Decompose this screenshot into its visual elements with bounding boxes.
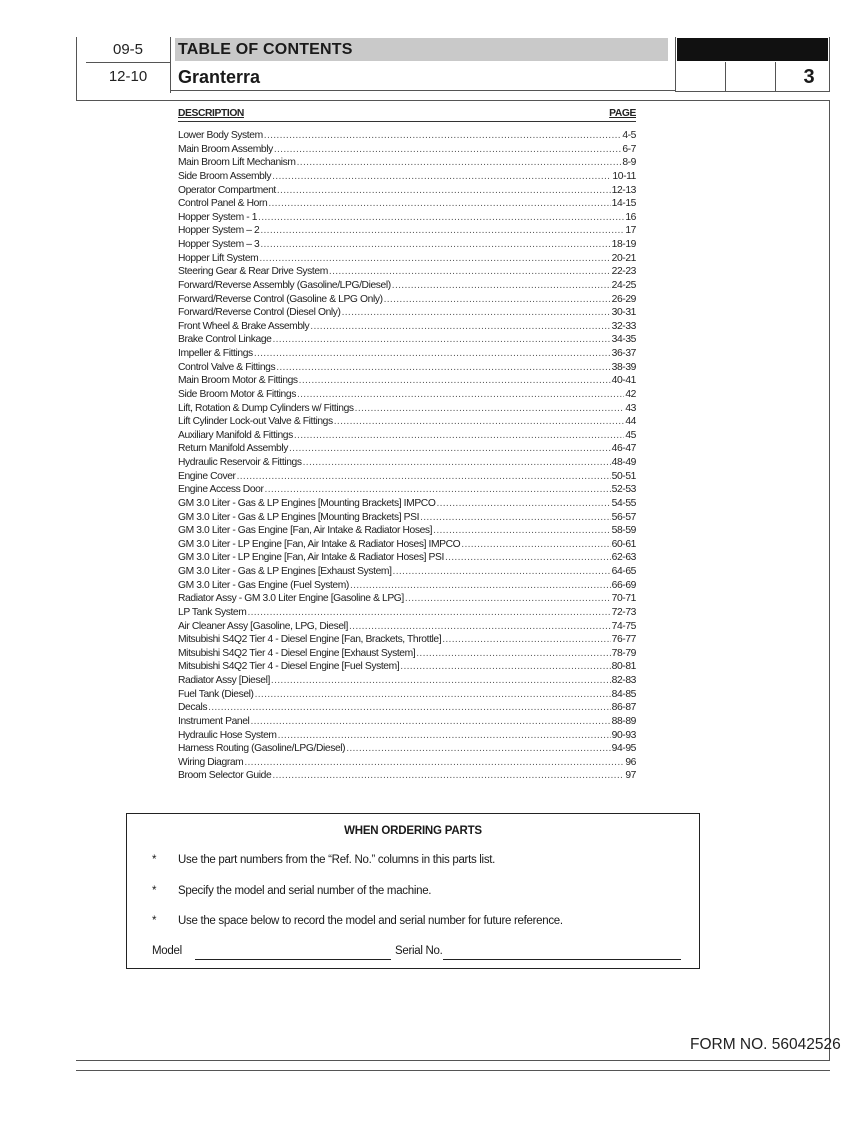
- ordering-instruction: [152, 915, 563, 927]
- toc-entry-page: 8-9: [622, 157, 636, 169]
- toc-entry-description: Broom Selector Guide: [178, 770, 272, 782]
- toc-entry[interactable]: [178, 156, 636, 170]
- revision-date-top: 09-5: [112, 41, 144, 58]
- table-of-contents: [178, 108, 636, 783]
- toc-entry-page: 80-81: [611, 661, 636, 673]
- ordering-instruction: [152, 854, 495, 866]
- toc-entry[interactable]: [178, 647, 636, 661]
- toc-entry-page: 94-95: [611, 743, 636, 755]
- toc-entry[interactable]: [178, 470, 636, 484]
- model-name: Granterra: [178, 67, 261, 87]
- toc-entry[interactable]: [178, 511, 636, 525]
- toc-entry-description: GM 3.0 Liter - Gas & LP Engines [Mounting Brackets] PSI: [178, 511, 420, 523]
- toc-entry[interactable]: [178, 197, 636, 211]
- toc-leader-dots: [393, 565, 611, 579]
- toc-entry-page: 64-65: [611, 566, 636, 577]
- toc-entry-description: Return Manifold Assembly: [178, 443, 289, 455]
- toc-entry-description: Main Broom Motor & Fittings: [178, 375, 298, 387]
- page-right-border: [829, 100, 830, 1061]
- header-rule-left-bottom: [76, 100, 830, 101]
- bullet-star: *: [152, 854, 157, 866]
- toc-entry-description: Engine Access Door: [178, 484, 264, 496]
- toc-entry[interactable]: [178, 374, 636, 388]
- toc-leader-dots: [433, 524, 611, 538]
- toc-leader-dots: [258, 211, 624, 225]
- toc-leader-dots: [349, 620, 611, 634]
- toc-entry-page: 48-49: [611, 457, 636, 468]
- toc-entry-page: 50-51: [611, 470, 636, 482]
- toc-entry-page: 96: [625, 756, 636, 768]
- model-label: Model: [152, 945, 182, 957]
- toc-leader-dots: [350, 579, 611, 593]
- toc-entry-page: 76-77: [611, 634, 636, 646]
- toc-entry[interactable]: [178, 415, 636, 429]
- toc-entry-page: 72-73: [611, 606, 636, 618]
- bullet-star: *: [152, 915, 157, 927]
- page-title: TABLE OF CONTENTS: [178, 41, 353, 58]
- serial-label: Serial No.: [395, 945, 443, 957]
- toc-entry[interactable]: [178, 129, 636, 143]
- toc-entry-page: 6-7: [622, 143, 636, 155]
- toc-entry[interactable]: [178, 674, 636, 688]
- toc-entry-page: 66-69: [611, 579, 636, 591]
- toc-entry-description: Impeller & Fittings: [178, 348, 253, 359]
- toc-leader-dots: [329, 265, 611, 279]
- toc-entry-page: 26-29: [611, 293, 636, 305]
- toc-leader-dots: [289, 442, 611, 456]
- toc-entry-description: Decals: [178, 702, 208, 714]
- ordering-instruction-text: Use the space below to record the model and serial number for future reference.: [178, 915, 563, 927]
- toc-entry-description: Forward/Reverse Control (Diesel Only): [178, 307, 341, 319]
- toc-leader-dots: [405, 592, 611, 606]
- toc-entry[interactable]: [178, 306, 636, 320]
- toc-entry[interactable]: [178, 538, 636, 552]
- header-row-rule: [170, 90, 675, 91]
- toc-leader-dots: [247, 606, 610, 620]
- toc-entry[interactable]: [178, 211, 636, 225]
- toc-entry[interactable]: [178, 688, 636, 702]
- toc-entry-page: 54-55: [611, 497, 636, 509]
- toc-entry[interactable]: [178, 170, 636, 184]
- toc-leader-dots: [400, 660, 610, 674]
- toc-entry[interactable]: [178, 483, 636, 497]
- toc-leader-dots: [416, 647, 610, 661]
- toc-leader-dots: [278, 729, 611, 743]
- toc-description-header: DESCRIPTION: [178, 108, 244, 119]
- header-box-bottom: [675, 91, 830, 92]
- ordering-instruction-text: Specify the model and serial number of the machine.: [178, 885, 432, 897]
- toc-entry[interactable]: [178, 497, 636, 511]
- toc-leader-dots: [276, 361, 610, 375]
- toc-entry-page: 46-47: [611, 443, 636, 455]
- toc-leader-dots: [272, 769, 624, 783]
- toc-entry-description: Harness Routing (Gasoline/LPG/Diesel): [178, 743, 346, 755]
- toc-entry[interactable]: [178, 388, 636, 402]
- toc-entry[interactable]: [178, 606, 636, 620]
- toc-entry-description: Radiator Assy - GM 3.0 Liter Engine [Gasoline & LPG]: [178, 593, 404, 605]
- toc-entry-page: 12-13: [611, 184, 636, 196]
- toc-entry-page: 74-75: [611, 620, 636, 632]
- toc-entry-description: Auxiliary Manifold & Fittings: [178, 429, 293, 441]
- toc-entry[interactable]: [178, 729, 636, 743]
- toc-entry-description: Control Panel & Horn: [178, 198, 268, 210]
- toc-leader-dots: [297, 388, 624, 402]
- toc-entry-page: 10-11: [612, 170, 636, 182]
- toc-entry-description: Hydraulic Reservoir & Fittings: [178, 457, 302, 468]
- toc-leader-dots: [254, 347, 611, 361]
- toc-entry-description: Mitsubishi S4Q2 Tier 4 - Diesel Engine [Fan, Brackets, Throttle]: [178, 634, 442, 646]
- toc-entry[interactable]: [178, 224, 636, 238]
- bullet-star: *: [152, 885, 157, 897]
- toc-entry-page: 90-93: [611, 729, 636, 741]
- header-box-div1: [725, 62, 726, 92]
- toc-entry[interactable]: [178, 633, 636, 647]
- toc-entry-page: 45: [625, 429, 636, 441]
- toc-leader-dots: [461, 538, 610, 552]
- header-box-left: [675, 37, 676, 92]
- toc-entry[interactable]: [178, 660, 636, 674]
- toc-leader-dots: [297, 156, 622, 170]
- toc-entry[interactable]: [178, 551, 636, 565]
- toc-leader-dots: [392, 279, 611, 293]
- toc-leader-dots: [355, 402, 625, 416]
- toc-entry-description: GM 3.0 Liter - Gas & LP Engines [Exhaust System]: [178, 566, 392, 577]
- model-entry-line[interactable]: [195, 959, 391, 960]
- toc-entry-description: Main Broom Lift Mechanism: [178, 157, 296, 169]
- toc-entry-page: 40-41: [611, 375, 636, 387]
- toc-leader-dots: [264, 129, 622, 143]
- toc-entry-page: 44: [625, 416, 636, 428]
- toc-list: [178, 129, 636, 783]
- toc-leader-dots: [259, 252, 610, 266]
- toc-entry-description: Hopper System – 3: [178, 239, 260, 250]
- toc-entry-page: 84-85: [611, 688, 636, 700]
- toc-entry[interactable]: [178, 184, 636, 198]
- toc-leader-dots: [272, 333, 610, 347]
- toc-entry-page: 62-63: [611, 552, 636, 564]
- toc-entry[interactable]: [178, 769, 636, 783]
- toc-entry-page: 78-79: [611, 647, 636, 659]
- toc-entry-page: 82-83: [611, 675, 636, 686]
- toc-entry[interactable]: [178, 279, 636, 293]
- toc-entry-page: 22-23: [611, 266, 636, 278]
- toc-entry-description: Side Broom Assembly: [178, 170, 272, 182]
- toc-entry[interactable]: [178, 592, 636, 606]
- toc-entry[interactable]: [178, 333, 636, 347]
- toc-entry-page: 4-5: [622, 130, 636, 141]
- toc-leader-dots: [237, 470, 611, 484]
- header-col-divider: [170, 37, 171, 93]
- toc-entry-page: 24-25: [611, 279, 636, 291]
- toc-leader-dots: [268, 197, 610, 211]
- ordering-instruction: [152, 885, 431, 897]
- toc-entry-page: 36-37: [611, 348, 636, 359]
- toc-entry-page: 97: [625, 770, 636, 782]
- toc-entry-page: 60-61: [611, 538, 636, 550]
- toc-entry-description: GM 3.0 Liter - LP Engine [Fan, Air Intake & Radiator Hoses] PSI: [178, 552, 444, 564]
- toc-entry-description: Forward/Reverse Assembly (Gasoline/LPG/Diesel): [178, 279, 391, 291]
- toc-entry-description: Lift, Rotation & Dump Cylinders w/ Fittings: [178, 402, 354, 414]
- toc-entry[interactable]: [178, 742, 636, 756]
- toc-entry-page: 52-53: [611, 484, 636, 496]
- toc-leader-dots: [384, 293, 611, 307]
- toc-entry[interactable]: [178, 361, 636, 375]
- toc-entry-description: Steering Gear & Rear Drive System: [178, 266, 328, 278]
- toc-entry-description: Hydraulic Hose System: [178, 729, 277, 741]
- toc-leader-dots: [274, 143, 621, 157]
- toc-entry-description: Side Broom Motor & Fittings: [178, 388, 296, 400]
- ordering-title: WHEN ORDERING PARTS: [344, 825, 482, 837]
- toc-entry[interactable]: [178, 442, 636, 456]
- toc-entry[interactable]: [178, 252, 636, 266]
- toc-leader-dots: [436, 497, 610, 511]
- toc-entry-description: Instrument Panel: [178, 715, 250, 727]
- toc-entry-description: Hopper System – 2: [178, 225, 260, 237]
- toc-entry-page: 56-57: [611, 511, 636, 523]
- toc-entry-description: Main Broom Assembly: [178, 143, 273, 155]
- toc-entry-description: Hopper System - 1: [178, 211, 258, 223]
- toc-entry[interactable]: [178, 701, 636, 715]
- toc-leader-dots: [208, 701, 611, 715]
- toc-entry-page: 86-87: [611, 702, 636, 714]
- toc-entry-description: Mitsubishi S4Q2 Tier 4 - Diesel Engine [Exhaust System]: [178, 647, 416, 659]
- toc-entry[interactable]: [178, 756, 636, 770]
- toc-leader-dots: [299, 374, 611, 388]
- toc-entry[interactable]: [178, 715, 636, 729]
- toc-leader-dots: [244, 756, 624, 770]
- header-box-div2: [775, 62, 776, 92]
- toc-entry[interactable]: [178, 320, 636, 334]
- toc-header: [178, 108, 636, 122]
- toc-leader-dots: [260, 224, 624, 238]
- toc-leader-dots: [272, 170, 611, 184]
- toc-entry-page: 20-21: [611, 252, 636, 264]
- toc-entry[interactable]: [178, 565, 636, 579]
- page-bottom-rule-2: [76, 1070, 830, 1071]
- toc-entry-description: Control Valve & Fittings: [178, 361, 276, 373]
- toc-entry-description: Fuel Tank (Diesel): [178, 688, 254, 700]
- toc-entry-description: Mitsubishi S4Q2 Tier 4 - Diesel Engine [Fuel System]: [178, 661, 400, 673]
- toc-entry-description: GM 3.0 Liter - LP Engine [Fan, Air Intake & Radiator Hoses] IMPCO: [178, 538, 461, 550]
- toc-entry-description: Operator Compartment: [178, 184, 276, 196]
- toc-entry-description: Air Cleaner Assy [Gasoline, LPG, Diesel]: [178, 620, 348, 632]
- toc-entry[interactable]: [178, 456, 636, 470]
- toc-entry[interactable]: [178, 143, 636, 157]
- toc-entry-page: 42: [625, 388, 636, 400]
- toc-leader-dots: [250, 715, 610, 729]
- toc-entry[interactable]: [178, 293, 636, 307]
- toc-leader-dots: [271, 674, 611, 688]
- toc-entry-description: Engine Cover: [178, 470, 236, 482]
- toc-entry[interactable]: [178, 238, 636, 252]
- toc-entry[interactable]: [178, 347, 636, 361]
- ordering-instruction-text: Use the part numbers from the “Ref. No.” columns in this parts list.: [178, 854, 496, 866]
- toc-leader-dots: [277, 184, 611, 198]
- toc-entry-description: Lower Body System: [178, 130, 263, 141]
- toc-entry-description: Forward/Reverse Control (Gasoline & LPG Only): [178, 293, 383, 305]
- ordering-parts-box: [126, 813, 700, 969]
- toc-entry-description: Radiator Assy [Diesel]: [178, 675, 270, 686]
- toc-entry-page: 88-89: [611, 715, 636, 727]
- toc-entry-page: 43: [625, 402, 636, 414]
- toc-entry-description: GM 3.0 Liter - Gas Engine (Fuel System): [178, 579, 349, 591]
- serial-entry-line[interactable]: [443, 959, 681, 960]
- toc-entry-page: 30-31: [611, 307, 636, 319]
- toc-entry-description: Brake Control Linkage: [178, 334, 272, 346]
- toc-leader-dots: [260, 238, 610, 252]
- toc-page-header: PAGE: [609, 108, 636, 119]
- toc-entry-description: Hopper Lift System: [178, 252, 259, 264]
- toc-entry[interactable]: [178, 402, 636, 416]
- toc-entry-page: 32-33: [611, 320, 636, 332]
- form-number: FORM NO. 56042526: [690, 1036, 841, 1053]
- toc-entry-page: 70-71: [611, 593, 636, 605]
- toc-entry[interactable]: [178, 524, 636, 538]
- toc-entry-page: 58-59: [611, 525, 636, 537]
- toc-entry-page: 14-15: [611, 198, 636, 210]
- header-box-right: [829, 37, 830, 92]
- toc-entry[interactable]: [178, 265, 636, 279]
- toc-leader-dots: [420, 511, 611, 525]
- header-date-divider: [86, 62, 170, 63]
- toc-leader-dots: [346, 742, 610, 756]
- toc-leader-dots: [334, 415, 625, 429]
- toc-leader-dots: [310, 320, 610, 334]
- toc-leader-dots: [442, 633, 610, 647]
- toc-entry-description: LP Tank System: [178, 606, 247, 618]
- toc-leader-dots: [342, 306, 611, 320]
- toc-leader-dots: [303, 456, 611, 470]
- toc-entry-page: 18-19: [611, 239, 636, 250]
- toc-entry-page: 17: [625, 225, 636, 237]
- toc-leader-dots: [445, 551, 611, 565]
- toc-entry-description: Front Wheel & Brake Assembly: [178, 320, 310, 332]
- revision-date-bottom: 12-10: [108, 68, 148, 85]
- toc-entry[interactable]: [178, 579, 636, 593]
- toc-entry-page: 34-35: [611, 334, 636, 346]
- header-rule-left-top: [76, 37, 77, 100]
- page-bottom-rule: [76, 1060, 830, 1061]
- toc-entry[interactable]: [178, 429, 636, 443]
- page-number: 3: [803, 66, 815, 88]
- toc-entry-page: 38-39: [611, 361, 636, 373]
- toc-entry-description: Lift Cylinder Lock-out Valve & Fittings: [178, 416, 333, 428]
- toc-entry-description: Wiring Diagram: [178, 756, 244, 768]
- toc-leader-dots: [294, 429, 624, 443]
- header-black-block: [677, 38, 828, 61]
- toc-entry-description: GM 3.0 Liter - Gas Engine [Fan, Air Intake & Radiator Hoses]: [178, 525, 433, 537]
- toc-leader-dots: [265, 483, 611, 497]
- toc-entry[interactable]: [178, 620, 636, 634]
- toc-leader-dots: [255, 688, 611, 702]
- toc-entry-page: 16: [625, 211, 636, 223]
- toc-entry-description: GM 3.0 Liter - Gas & LP Engines [Mounting Brackets] IMPCO: [178, 497, 436, 509]
